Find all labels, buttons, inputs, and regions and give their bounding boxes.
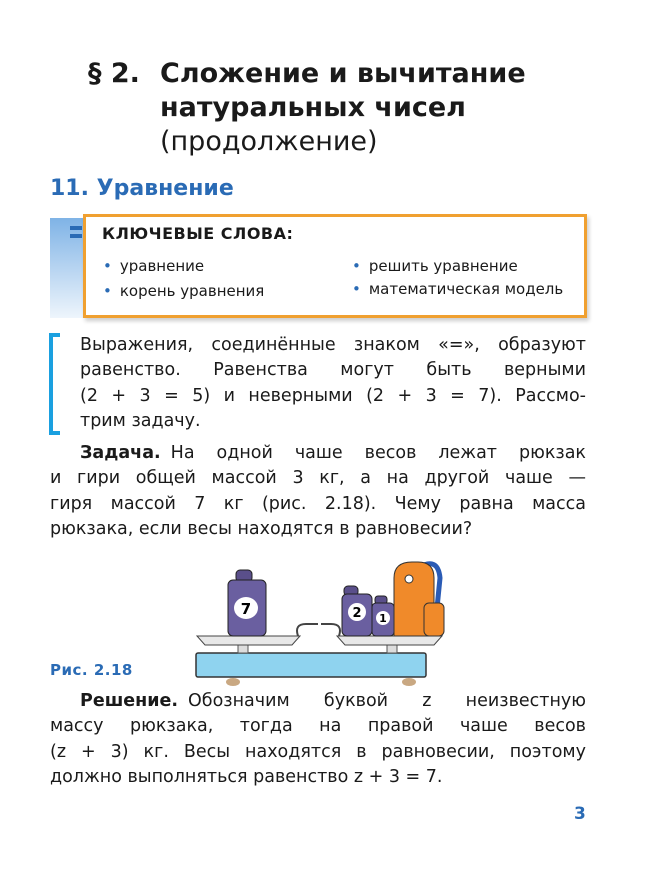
keyword-item: • корень уравнения: [103, 282, 265, 300]
solution-paragraph: [50, 689, 586, 790]
task-paragraph: [50, 441, 586, 542]
solution-label: Решение.: [80, 691, 179, 711]
intro-paragraph: [80, 333, 586, 434]
keyword-item: • решить уравнение: [352, 257, 518, 275]
text-line: равенство. Равенства могут быть верными: [80, 360, 586, 381]
keywords-heading: КЛЮЧЕВЫЕ СЛОВА:: [102, 224, 294, 243]
scale-base: [196, 653, 426, 677]
text-line: Решение. Обозначим буквой z неизвестную: [50, 689, 586, 714]
text-line: массу рюкзака, тогда на правой чаше весов: [50, 716, 586, 737]
section-subtitle: (продолжение): [160, 126, 378, 157]
keyword-item: • уравнение: [103, 257, 205, 275]
text-line: рюкзака, если весы находятся в равновесии?: [50, 518, 473, 539]
left-pan: [197, 636, 300, 645]
text-line: (2 + 3 = 5) и неверными (2 + 3 = 7). Рассмо-: [80, 385, 586, 406]
right-pan: [337, 636, 442, 645]
text-line: трим задачу.: [80, 410, 201, 431]
figure-caption: Рис. 2.18: [50, 661, 133, 679]
text-line: гиря массой 7 кг (рис. 2.18). Чему равна масса: [50, 493, 586, 514]
page-number: 3: [574, 804, 586, 824]
weight-2kg: [342, 586, 372, 636]
text-line: должно выполняться равенство z + 3 = 7.: [50, 766, 443, 787]
text-line: Задача. На одной чаше весов лежат рюкзак: [50, 441, 586, 466]
keywords-marker-icon: [70, 226, 82, 230]
backpack: [394, 562, 444, 636]
section-title-line-2: натуральных чисел: [160, 92, 466, 123]
weight-1kg: [372, 596, 394, 636]
task-label: Задача.: [80, 443, 161, 463]
text-line: (z + 3) кг. Весы находятся в равновесии, поэтому: [50, 741, 586, 762]
svg-text:1: 1: [379, 612, 387, 625]
keyword-item: • математическая модель: [352, 280, 564, 298]
weight-7kg: [228, 570, 266, 636]
definition-bracket: [49, 333, 60, 435]
topic-heading: 11. Уравнение: [50, 176, 234, 201]
balance-scale-illustration: [180, 548, 470, 688]
section-title-line-1: Сложение и вычитание: [160, 58, 526, 89]
svg-text:7: 7: [240, 600, 252, 618]
text-line: Выражения, соединённые знаком «=», образуют: [80, 335, 586, 355]
section-number: § 2.: [88, 58, 140, 89]
svg-text:2: 2: [352, 606, 362, 621]
keywords-side-bar: [50, 218, 86, 318]
text-line: и гири общей массой 3 кг, а на другой чаше —: [50, 468, 586, 489]
